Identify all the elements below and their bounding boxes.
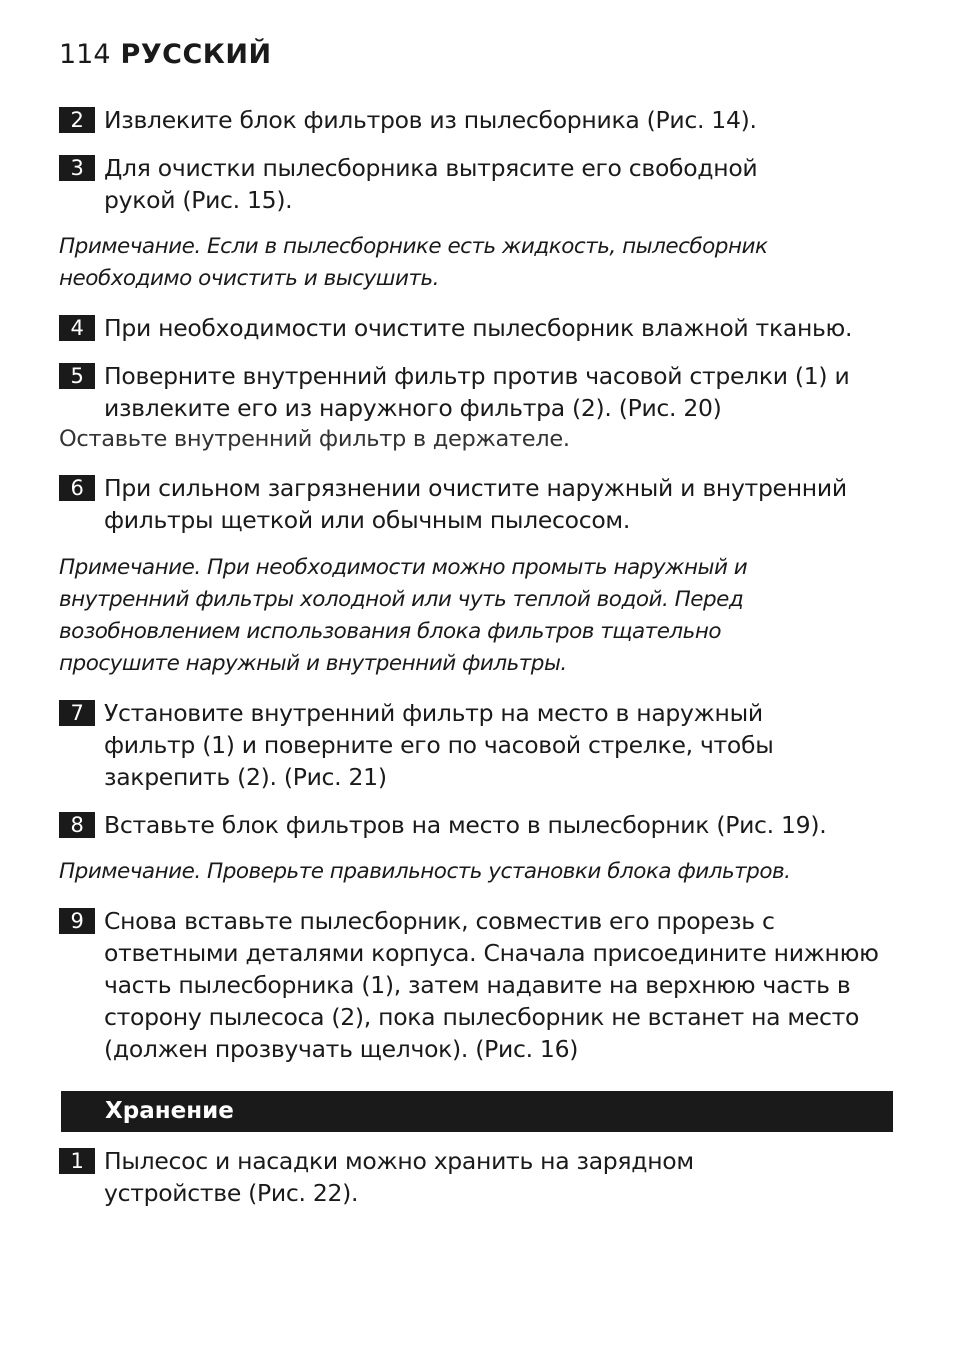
page-number: 114: [59, 39, 111, 70]
step-4: [59, 312, 889, 344]
step-text: Вставьте блок фильтров на место в пылесборник (Рис. 19).: [104, 811, 827, 839]
step-5: [59, 360, 889, 424]
note-liquid: Примечание. Если в пылесборнике есть жидкость, пылесборник необходимо очистить и высушить.: [59, 234, 768, 291]
step-number-badge: 3: [59, 155, 95, 181]
section-header-storage: [61, 1091, 893, 1132]
step-number-badge: 2: [59, 107, 95, 133]
storage-step-1: [59, 1145, 739, 1209]
step-text: Извлеките блок фильтров из пылесборника (Рис. 14).: [104, 106, 757, 134]
step-text: Для очистки пылесборника вытрясите его свободной рукой (Рис. 15).: [104, 154, 758, 214]
page-header: [59, 30, 272, 80]
step-7: [59, 697, 799, 793]
language-title: РУССКИЙ: [120, 39, 272, 70]
step-3: [59, 152, 789, 216]
step-number-badge: 4: [59, 315, 95, 341]
step-number-badge: 7: [59, 700, 95, 726]
step-9: [59, 905, 889, 1065]
step-text: При сильном загрязнении очистите наружный и внутренний фильтры щеткой или обычным пылесосом.: [104, 474, 847, 534]
step-8: [59, 809, 889, 841]
step-number-badge: 9: [59, 908, 95, 934]
note-check-install: Примечание. Проверьте правильность установки блока фильтров.: [59, 859, 791, 884]
step-2: [59, 104, 889, 136]
step-number-badge: 6: [59, 475, 95, 501]
step-number-badge: 1: [59, 1148, 95, 1174]
step-text: Установите внутренний фильтр на место в наружный фильтр (1) и поверните его по часовой стрелке, чтобы закрепить (2). (Рис. 21): [104, 699, 774, 791]
plain-instruction: Оставьте внутренний фильтр в держателе.: [59, 426, 570, 452]
step-text: Пылесос и насадки можно хранить на зарядном устройстве (Рис. 22).: [104, 1147, 694, 1207]
step-6: [59, 472, 889, 536]
section-title: Хранение: [105, 1098, 234, 1124]
note-washing: Примечание. При необходимости можно промыть наружный и внутренний фильтры холодной или чуть теплой водой. Перед возобновлением использования блока фильтров тщательно просушите наружный и внутренний фильтры.: [59, 555, 748, 676]
step-text: При необходимости очистите пылесборник влажной тканью.: [104, 314, 853, 342]
step-text: Снова вставьте пылесборник, совместив его прорезь с ответными деталями корпуса. Сначала присоедините нижнюю часть пылесборника (1), затем надавите на верхнюю часть в сторону пылесоса (2), пока пылесборник не встанет на место (должен прозвучать щелчок). (Рис. 16): [104, 907, 879, 1063]
step-text: Поверните внутренний фильтр против часовой стрелки (1) и извлеките его из наружного фильтра (2). (Рис. 20): [104, 362, 850, 422]
step-number-badge: 5: [59, 363, 95, 389]
step-number-badge: 8: [59, 812, 95, 838]
